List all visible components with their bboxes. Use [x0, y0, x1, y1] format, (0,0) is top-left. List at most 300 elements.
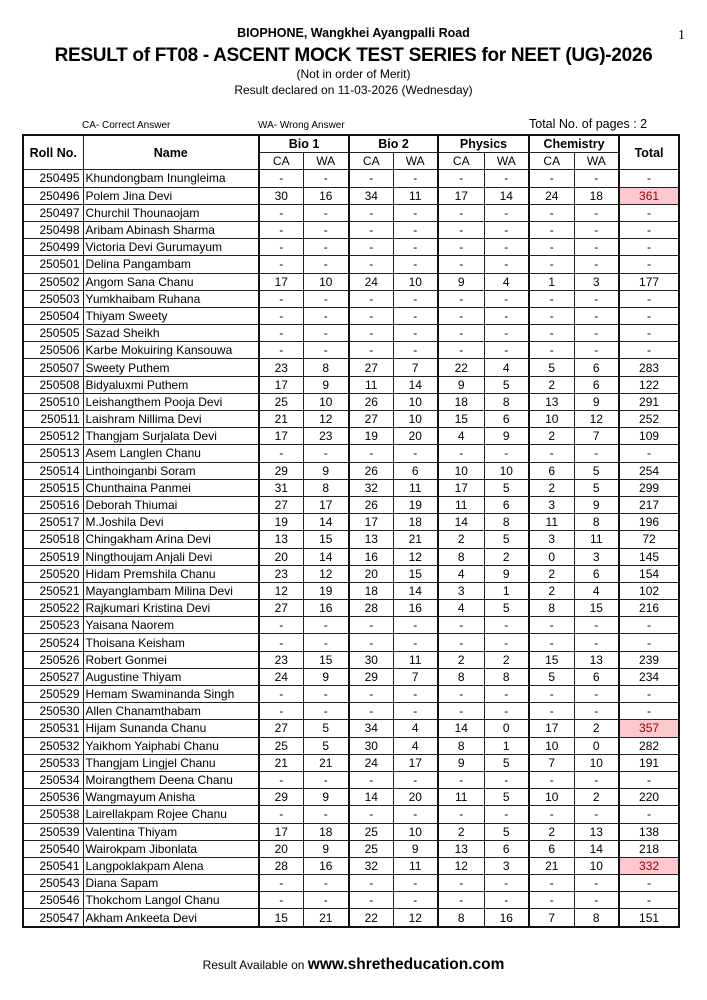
total-cell: 145 — [619, 548, 679, 565]
table-row — [23, 325, 679, 342]
roll-cell: 250504 — [23, 307, 83, 324]
bio1-ca-cell: 20 — [259, 840, 303, 857]
table-row — [23, 479, 679, 496]
bio2-ca-cell: 27 — [349, 359, 393, 376]
bio2-wa-cell: 4 — [393, 737, 438, 754]
table-row — [23, 600, 679, 617]
chemistry-ca-cell: - — [529, 806, 574, 823]
name-cell: Karbe Mokuiring Kansouwa — [83, 342, 259, 359]
header-wa: WA — [303, 153, 349, 170]
total-cell: 361 — [619, 187, 679, 204]
chemistry-wa-cell: 5 — [574, 462, 619, 479]
physics-ca-cell: - — [438, 256, 484, 273]
physics-ca-cell: - — [438, 342, 484, 359]
name-cell: Thangjam Surjalata Devi — [83, 428, 259, 445]
bio2-ca-cell: - — [349, 170, 393, 187]
bio1-ca-cell: - — [259, 892, 303, 909]
chemistry-wa-cell: 6 — [574, 376, 619, 393]
chemistry-wa-cell: - — [574, 221, 619, 238]
bio2-ca-cell: - — [349, 325, 393, 342]
table-row — [23, 720, 679, 737]
header-total: Total — [619, 135, 679, 170]
bio2-ca-cell: 25 — [349, 823, 393, 840]
table-row — [23, 187, 679, 204]
total-cell: 357 — [619, 720, 679, 737]
physics-ca-cell: 10 — [438, 462, 484, 479]
roll-cell: 250502 — [23, 273, 83, 290]
physics-ca-cell: - — [438, 170, 484, 187]
bio2-wa-cell: 21 — [393, 531, 438, 548]
bio1-ca-cell: 17 — [259, 823, 303, 840]
footer-prefix: Result Available on — [202, 958, 308, 972]
chemistry-wa-cell: 6 — [574, 565, 619, 582]
name-cell: Angom Sana Chanu — [83, 273, 259, 290]
total-cell: 109 — [619, 428, 679, 445]
roll-cell: 250505 — [23, 325, 83, 342]
roll-cell: 250527 — [23, 668, 83, 685]
chemistry-ca-cell: - — [529, 875, 574, 892]
chemistry-wa-cell: 5 — [574, 479, 619, 496]
table-row — [23, 393, 679, 410]
bio1-wa-cell: - — [303, 686, 349, 703]
name-cell: Langpoklakpam Alena — [83, 857, 259, 874]
chemistry-wa-cell: 8 — [574, 514, 619, 531]
name-cell: Polem Jina Devi — [83, 187, 259, 204]
physics-ca-cell: - — [438, 204, 484, 221]
bio2-wa-cell: 18 — [393, 514, 438, 531]
bio1-wa-cell: - — [303, 806, 349, 823]
bio1-ca-cell: - — [259, 634, 303, 651]
physics-wa-cell: 16 — [484, 909, 529, 927]
chemistry-ca-cell: 21 — [529, 857, 574, 874]
chemistry-ca-cell: - — [529, 325, 574, 342]
chemistry-ca-cell: 7 — [529, 754, 574, 771]
bio1-ca-cell: - — [259, 875, 303, 892]
name-cell: Rajkumari Kristina Devi — [83, 600, 259, 617]
physics-ca-cell: - — [438, 875, 484, 892]
bio2-wa-cell: - — [393, 256, 438, 273]
bio2-wa-cell: 16 — [393, 600, 438, 617]
roll-cell: 250523 — [23, 617, 83, 634]
total-cell: 220 — [619, 789, 679, 806]
bio1-ca-cell: 21 — [259, 754, 303, 771]
roll-cell: 250522 — [23, 600, 83, 617]
roll-cell: 250534 — [23, 771, 83, 788]
total-cell: 254 — [619, 462, 679, 479]
bio1-wa-cell: 12 — [303, 411, 349, 428]
page-number: 1 — [678, 28, 685, 43]
bio1-wa-cell: 14 — [303, 514, 349, 531]
chemistry-wa-cell: - — [574, 204, 619, 221]
physics-ca-cell: 8 — [438, 668, 484, 685]
name-cell: Thiyam Sweety — [83, 307, 259, 324]
roll-cell: 250503 — [23, 290, 83, 307]
bio2-wa-cell: - — [393, 170, 438, 187]
bio2-ca-cell: - — [349, 806, 393, 823]
physics-wa-cell: - — [484, 703, 529, 720]
bio2-ca-cell: - — [349, 290, 393, 307]
chemistry-wa-cell: - — [574, 342, 619, 359]
name-cell: Hidam Premshila Chanu — [83, 565, 259, 582]
header-name: Name — [83, 135, 259, 170]
bio2-ca-cell: 32 — [349, 857, 393, 874]
physics-ca-cell: 13 — [438, 840, 484, 857]
name-cell: Linthoinganbi Soram — [83, 462, 259, 479]
bio2-wa-cell: 15 — [393, 565, 438, 582]
bio2-wa-cell: 10 — [393, 393, 438, 410]
physics-wa-cell: - — [484, 771, 529, 788]
chemistry-wa-cell: 12 — [574, 411, 619, 428]
physics-ca-cell: 4 — [438, 600, 484, 617]
chemistry-wa-cell: - — [574, 290, 619, 307]
bio1-wa-cell: - — [303, 256, 349, 273]
bio1-ca-cell: - — [259, 771, 303, 788]
total-cell: 102 — [619, 582, 679, 599]
bio2-ca-cell: 13 — [349, 531, 393, 548]
roll-cell: 250532 — [23, 737, 83, 754]
total-cell: 138 — [619, 823, 679, 840]
chemistry-wa-cell: - — [574, 875, 619, 892]
physics-ca-cell: 2 — [438, 531, 484, 548]
bio2-wa-cell: - — [393, 342, 438, 359]
physics-wa-cell: 1 — [484, 582, 529, 599]
bio1-ca-cell: 29 — [259, 462, 303, 479]
physics-wa-cell: 8 — [484, 668, 529, 685]
bio1-wa-cell: 10 — [303, 393, 349, 410]
chemistry-ca-cell: 5 — [529, 359, 574, 376]
chemistry-wa-cell: 10 — [574, 754, 619, 771]
physics-wa-cell: - — [484, 875, 529, 892]
table-row — [23, 634, 679, 651]
bio2-ca-cell: 19 — [349, 428, 393, 445]
bio2-wa-cell: - — [393, 290, 438, 307]
physics-ca-cell: 8 — [438, 909, 484, 927]
chemistry-ca-cell: 10 — [529, 411, 574, 428]
header-wa: WA — [574, 153, 619, 170]
table-row — [23, 892, 679, 909]
bio2-wa-cell: 14 — [393, 376, 438, 393]
total-cell: - — [619, 445, 679, 462]
roll-cell: 250501 — [23, 256, 83, 273]
roll-cell: 250521 — [23, 582, 83, 599]
chemistry-ca-cell: 2 — [529, 565, 574, 582]
bio2-ca-cell: 17 — [349, 514, 393, 531]
name-cell: Ningthoujam Anjali Devi — [83, 548, 259, 565]
name-cell: Augustine Thiyam — [83, 668, 259, 685]
bio1-ca-cell: - — [259, 445, 303, 462]
physics-wa-cell: 2 — [484, 548, 529, 565]
physics-wa-cell: 4 — [484, 273, 529, 290]
chemistry-wa-cell: - — [574, 634, 619, 651]
table-row — [23, 875, 679, 892]
physics-ca-cell: - — [438, 445, 484, 462]
bio1-ca-cell: 17 — [259, 428, 303, 445]
bio1-wa-cell: 21 — [303, 754, 349, 771]
bio1-wa-cell: - — [303, 892, 349, 909]
website-link[interactable]: www.shretheducation.com — [307, 956, 505, 973]
physics-ca-cell: - — [438, 703, 484, 720]
bio1-wa-cell: 21 — [303, 909, 349, 927]
name-cell: Victoria Devi Gurumayum — [83, 239, 259, 256]
bio2-ca-cell: - — [349, 239, 393, 256]
chemistry-wa-cell: - — [574, 256, 619, 273]
name-cell: Delina Pangambam — [83, 256, 259, 273]
bio2-ca-cell: - — [349, 204, 393, 221]
bio1-ca-cell: - — [259, 806, 303, 823]
chemistry-ca-cell: - — [529, 342, 574, 359]
bio2-wa-cell: - — [393, 686, 438, 703]
table-row — [23, 170, 679, 187]
table-row — [23, 221, 679, 238]
physics-ca-cell: 22 — [438, 359, 484, 376]
total-cell: 283 — [619, 359, 679, 376]
physics-ca-cell: 4 — [438, 428, 484, 445]
chemistry-wa-cell: 18 — [574, 187, 619, 204]
name-cell: Thoisana Keisham — [83, 634, 259, 651]
bio2-wa-cell: - — [393, 617, 438, 634]
name-cell: Lairellakpam Rojee Chanu — [83, 806, 259, 823]
bio2-wa-cell: 12 — [393, 548, 438, 565]
roll-cell: 250538 — [23, 806, 83, 823]
bio2-ca-cell: 25 — [349, 840, 393, 857]
bio1-wa-cell: 19 — [303, 582, 349, 599]
table-row — [23, 514, 679, 531]
physics-wa-cell: 5 — [484, 789, 529, 806]
table-row — [23, 496, 679, 513]
roll-cell: 250512 — [23, 428, 83, 445]
total-cell: 177 — [619, 273, 679, 290]
results-table — [22, 134, 680, 928]
bio2-ca-cell: 22 — [349, 909, 393, 927]
bio2-ca-cell: - — [349, 892, 393, 909]
bio2-wa-cell: - — [393, 204, 438, 221]
chemistry-wa-cell: 14 — [574, 840, 619, 857]
bio1-ca-cell: 25 — [259, 737, 303, 754]
table-row — [23, 789, 679, 806]
physics-wa-cell: 5 — [484, 823, 529, 840]
table-row — [23, 857, 679, 874]
legend-correct-answer: CA- Correct Answer — [82, 120, 171, 131]
total-cell: 72 — [619, 531, 679, 548]
bio1-wa-cell: - — [303, 239, 349, 256]
bio1-wa-cell: - — [303, 170, 349, 187]
name-cell: Thangjam Lingjel Chanu — [83, 754, 259, 771]
header-ca: CA — [529, 153, 574, 170]
total-cell: 151 — [619, 909, 679, 927]
chemistry-wa-cell: - — [574, 892, 619, 909]
physics-ca-cell: - — [438, 634, 484, 651]
bio1-wa-cell: 17 — [303, 496, 349, 513]
roll-cell: 250547 — [23, 909, 83, 927]
bio2-ca-cell: - — [349, 221, 393, 238]
chemistry-ca-cell: 13 — [529, 393, 574, 410]
bio2-ca-cell: 14 — [349, 789, 393, 806]
total-cell: 154 — [619, 565, 679, 582]
bio2-ca-cell: 26 — [349, 462, 393, 479]
roll-cell: 250529 — [23, 686, 83, 703]
physics-wa-cell: - — [484, 634, 529, 651]
table-row — [23, 668, 679, 685]
bio1-ca-cell: 17 — [259, 273, 303, 290]
bio2-ca-cell: 26 — [349, 496, 393, 513]
bio2-ca-cell: - — [349, 634, 393, 651]
physics-wa-cell: 4 — [484, 359, 529, 376]
bio1-wa-cell: 9 — [303, 668, 349, 685]
table-row — [23, 307, 679, 324]
total-cell: 196 — [619, 514, 679, 531]
bio1-ca-cell: 17 — [259, 376, 303, 393]
physics-ca-cell: - — [438, 686, 484, 703]
bio2-ca-cell: 30 — [349, 651, 393, 668]
table-row — [23, 548, 679, 565]
roll-cell: 250540 — [23, 840, 83, 857]
chemistry-wa-cell: 10 — [574, 857, 619, 874]
name-cell: Yaisana Naorem — [83, 617, 259, 634]
roll-cell: 250533 — [23, 754, 83, 771]
bio1-wa-cell: - — [303, 290, 349, 307]
bio1-wa-cell: - — [303, 307, 349, 324]
bio1-wa-cell: - — [303, 445, 349, 462]
physics-ca-cell: 9 — [438, 273, 484, 290]
total-cell: - — [619, 170, 679, 187]
bio1-ca-cell: - — [259, 307, 303, 324]
table-row — [23, 909, 679, 927]
name-cell: Mayanglambam Milina Devi — [83, 582, 259, 599]
bio1-wa-cell: 15 — [303, 651, 349, 668]
bio1-ca-cell: 23 — [259, 359, 303, 376]
bio2-wa-cell: - — [393, 445, 438, 462]
physics-wa-cell: 5 — [484, 479, 529, 496]
table-row — [23, 462, 679, 479]
bio2-wa-cell: 7 — [393, 668, 438, 685]
name-cell: Diana Sapam — [83, 875, 259, 892]
total-cell: 216 — [619, 600, 679, 617]
chemistry-ca-cell: 15 — [529, 651, 574, 668]
chemistry-wa-cell: - — [574, 170, 619, 187]
bio2-wa-cell: - — [393, 325, 438, 342]
physics-ca-cell: 14 — [438, 720, 484, 737]
physics-wa-cell: 14 — [484, 187, 529, 204]
physics-wa-cell: 5 — [484, 531, 529, 548]
total-cell: - — [619, 307, 679, 324]
name-cell: Laishram Nillima Devi — [83, 411, 259, 428]
bio2-wa-cell: 7 — [393, 359, 438, 376]
header-bio2: Bio 2 — [349, 135, 438, 153]
bio1-wa-cell: 18 — [303, 823, 349, 840]
total-pages: Total No. of pages : 2 — [529, 117, 648, 131]
name-cell: Robert Gonmei — [83, 651, 259, 668]
physics-ca-cell: - — [438, 806, 484, 823]
bio2-ca-cell: 18 — [349, 582, 393, 599]
bio2-ca-cell: - — [349, 686, 393, 703]
roll-cell: 250517 — [23, 514, 83, 531]
bio1-ca-cell: 27 — [259, 720, 303, 737]
chemistry-ca-cell: - — [529, 256, 574, 273]
bio2-wa-cell: - — [393, 221, 438, 238]
roll-cell: 250516 — [23, 496, 83, 513]
bio2-wa-cell: - — [393, 634, 438, 651]
name-cell: Asem Langlen Chanu — [83, 445, 259, 462]
bio1-ca-cell: - — [259, 204, 303, 221]
physics-ca-cell: 11 — [438, 789, 484, 806]
roll-cell: 250508 — [23, 376, 83, 393]
bio1-ca-cell: 19 — [259, 514, 303, 531]
total-cell: - — [619, 875, 679, 892]
chemistry-wa-cell: 6 — [574, 668, 619, 685]
chemistry-wa-cell: 3 — [574, 273, 619, 290]
physics-wa-cell: - — [484, 686, 529, 703]
chemistry-ca-cell: - — [529, 634, 574, 651]
name-cell: Wairokpam Jibonlata — [83, 840, 259, 857]
roll-cell: 250511 — [23, 411, 83, 428]
bio1-ca-cell: 27 — [259, 496, 303, 513]
bio1-wa-cell: - — [303, 875, 349, 892]
table-row — [23, 703, 679, 720]
name-cell: Sweety Puthem — [83, 359, 259, 376]
bio2-ca-cell: 24 — [349, 273, 393, 290]
physics-wa-cell: - — [484, 307, 529, 324]
name-cell: Leishangthem Pooja Devi — [83, 393, 259, 410]
header-ca: CA — [259, 153, 303, 170]
roll-cell: 250498 — [23, 221, 83, 238]
bio1-wa-cell: 8 — [303, 479, 349, 496]
chemistry-wa-cell: - — [574, 771, 619, 788]
bio1-wa-cell: - — [303, 204, 349, 221]
name-cell: Yaikhom Yaiphabi Chanu — [83, 737, 259, 754]
total-cell: - — [619, 634, 679, 651]
bio2-ca-cell: - — [349, 342, 393, 359]
table-row — [23, 737, 679, 754]
results-body — [23, 170, 679, 927]
physics-wa-cell: 5 — [484, 754, 529, 771]
physics-wa-cell: 9 — [484, 565, 529, 582]
table-row — [23, 651, 679, 668]
total-cell: - — [619, 686, 679, 703]
bio1-ca-cell: 12 — [259, 582, 303, 599]
total-cell: - — [619, 256, 679, 273]
physics-wa-cell: - — [484, 892, 529, 909]
chemistry-ca-cell: 11 — [529, 514, 574, 531]
physics-wa-cell: - — [484, 325, 529, 342]
header-chemistry: Chemistry — [529, 135, 619, 153]
physics-wa-cell: - — [484, 342, 529, 359]
total-cell: - — [619, 617, 679, 634]
bio1-wa-cell: - — [303, 634, 349, 651]
header-wa: WA — [393, 153, 438, 170]
chemistry-ca-cell: 6 — [529, 840, 574, 857]
bio1-wa-cell: 16 — [303, 600, 349, 617]
name-cell: Hijam Sunanda Chanu — [83, 720, 259, 737]
bio1-ca-cell: 28 — [259, 857, 303, 874]
header-ca: CA — [349, 153, 393, 170]
roll-cell: 250515 — [23, 479, 83, 496]
bio2-wa-cell: 11 — [393, 651, 438, 668]
header-physics: Physics — [438, 135, 529, 153]
roll-cell: 250519 — [23, 548, 83, 565]
chemistry-ca-cell: 8 — [529, 600, 574, 617]
bio1-wa-cell: 10 — [303, 273, 349, 290]
bio2-wa-cell: - — [393, 771, 438, 788]
bio1-wa-cell: - — [303, 617, 349, 634]
bio2-wa-cell: 19 — [393, 496, 438, 513]
physics-wa-cell: 6 — [484, 840, 529, 857]
name-cell: Deborah Thiumai — [83, 496, 259, 513]
bio2-wa-cell: 6 — [393, 462, 438, 479]
roll-cell: 250506 — [23, 342, 83, 359]
total-cell: 291 — [619, 393, 679, 410]
name-cell: Chunthaina Panmei — [83, 479, 259, 496]
chemistry-ca-cell: - — [529, 445, 574, 462]
